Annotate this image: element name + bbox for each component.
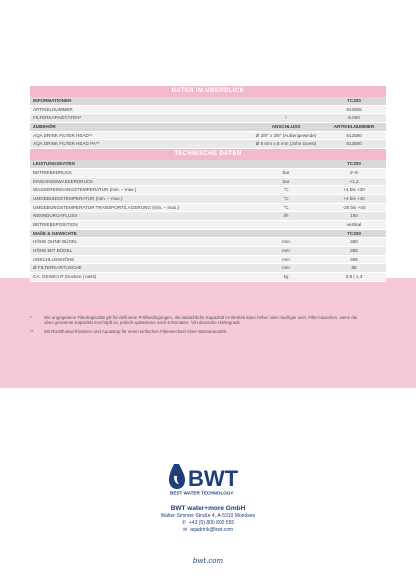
row-unit [250,221,322,229]
company-email-line [108,527,308,534]
company-name: BWT water+more GmbH [170,505,246,512]
row-value: <1,2 [349,178,359,184]
row-unit: °C [283,204,289,210]
row-unit: °C [283,195,289,201]
row-value: 812580 [346,132,362,138]
row-unit: mm [282,256,290,262]
row-connection: Ø 8 mm x 8 mm (John Guest) [255,141,317,147]
row-value: -20 bis +40 [342,204,366,210]
row-value: 812655 [346,106,362,112]
row-unit: l/h [283,213,289,219]
row-value: vertikal [346,221,362,227]
footnote [30,315,360,326]
company-phone[interactable]: +43 (0) 800 800 555 [189,520,235,526]
table-row [30,204,386,213]
row-label: CA. GEWICHT (trocken | nass) [33,274,97,280]
table-header-info [30,97,386,106]
row-unit: bar [282,178,290,184]
header-cell: ZUBEHÖR [33,124,56,130]
row-value: +4 bis +30 [343,187,365,193]
row-label: AQA DRINK FILTER HEAD PA** [33,141,100,147]
row-label: ARTIKELNUMMER [33,106,73,112]
row-value: 8.000 [348,115,360,121]
header-cell: MAßE & GEWICHTE [33,230,77,236]
footnote [30,329,360,334]
row-unit: mm [282,239,290,245]
table-row [30,186,386,195]
table-header-performance [30,160,386,169]
company-phone-line [108,520,308,527]
table-row [30,169,386,178]
row-label: Ø FILTERKARTUSCHE [33,265,82,271]
row-connection: Ø 3/8" x 3/8" (Außengewinde) [255,132,317,138]
table-row [30,132,386,141]
company-email[interactable]: aqadrink@bwt.com [190,527,234,533]
footnote-text: Mit Rückflussverhinderer und Aquastop für einen einfachen Filterwechsel ohne Wasseraustritt. [44,328,228,334]
company-address: Walter-Simmer-Straße 4, A-5310 Mondsee [160,513,256,519]
bwt-logo [168,462,248,496]
row-unit: l [285,115,287,121]
row-label: AQA DRINK FILTER HEAD** [33,132,93,138]
footnotes [30,315,360,337]
row-value: 88 [351,265,357,271]
table-row [30,140,386,149]
row-label: NENNDURCHFLUSS [33,213,78,219]
row-label: WASSEREINGANGSTEMPERATUR (min. – max.) [33,187,137,193]
row-unit [250,106,322,114]
row-value: +4 bis +40 [343,195,365,201]
header-cell [250,97,322,105]
row-label: BETRIEBSDRUCK [33,169,73,175]
row-label: HÖHE OHNE BÜGEL [33,239,78,245]
row-label: HÖHE MIT BÜGEL [33,248,73,253]
table-row [30,256,386,265]
row-value: 305 [350,256,358,262]
row-unit: bar [282,169,290,175]
row-label: ANSCHLUSSHÖHE [33,256,75,262]
row-value: 360 [350,239,358,245]
table-row [30,264,386,273]
row-value: 0,8 | 1,3 [345,274,363,280]
header-cell: TC200 [347,98,361,103]
footnote-mark: ** [30,328,34,334]
row-unit: mm [282,248,290,253]
footnote-mark: * [30,315,32,320]
table-row [30,221,386,230]
table-row [30,238,386,247]
table-row [30,247,386,256]
row-label: UMGEBUNGSTEMPERATUR (min. – max.) [33,195,123,201]
row-label: EINGANGSWASSERDRUCK [33,178,94,184]
data-sheet [30,86,386,282]
svg-text:BWT: BWT [188,466,239,491]
row-value: 2–8 [350,169,358,175]
header-cell: ANSCHLUSS [271,124,301,130]
footnote-text: Die angegebene Filterkapazität gilt für definierte Prüfbedingungen, die tatsächliche Kapazität im Betrieb kann höher oder niedriger sein. Filter tauschen, wenn die oben genannte Kapazität erschöpft ist, jedoch spätestens nach 6 Monaten. ¹dH deutsche Härtegrade [44,315,358,326]
row-unit: kg [283,274,289,280]
company-info [108,504,308,534]
row-value: 812590 [346,141,362,147]
row-label: BETRIEBSPOSITION [33,221,78,227]
header-cell: INFORMATIONEN [33,98,72,103]
phone-icon: ✆ [181,520,186,526]
section-header-technical: TECHNISCHE DATEN [30,149,386,160]
table-row [30,212,386,221]
table-row [30,178,386,187]
table-header-dimensions [30,230,386,239]
row-unit: °C [283,187,289,193]
section-header-overview: DATEN IM ÜBERBLICK [30,86,386,97]
row-value: 180 [350,213,358,219]
header-cell [250,230,322,238]
header-cell: TC200 [347,161,361,167]
table-row [30,106,386,115]
row-unit: mm [282,265,290,271]
header-cell: LEISTUNGSDATEN [33,161,75,167]
row-label: FILTERKAPAZITÄTEN* [33,115,82,121]
table-header-accessories [30,123,386,132]
table-row [30,114,386,123]
header-cell: ARTIKELNUMMER [333,124,375,130]
bwt-logo-graphic [168,462,248,496]
row-value: 385 [350,248,358,253]
header-cell [250,160,322,168]
header-cell: TC200 [347,230,361,236]
row-label: UMGEBUNGSTEMPERATUR TRANSPORT/LAGERUNG (min. – max.) [33,204,179,210]
mail-icon: ✉ [182,527,188,533]
table-row [30,273,386,282]
website-link[interactable]: bwt.com [192,557,224,565]
svg-text:BEST WATER TECHNOLOGY: BEST WATER TECHNOLOGY [170,490,234,496]
table-row [30,195,386,204]
